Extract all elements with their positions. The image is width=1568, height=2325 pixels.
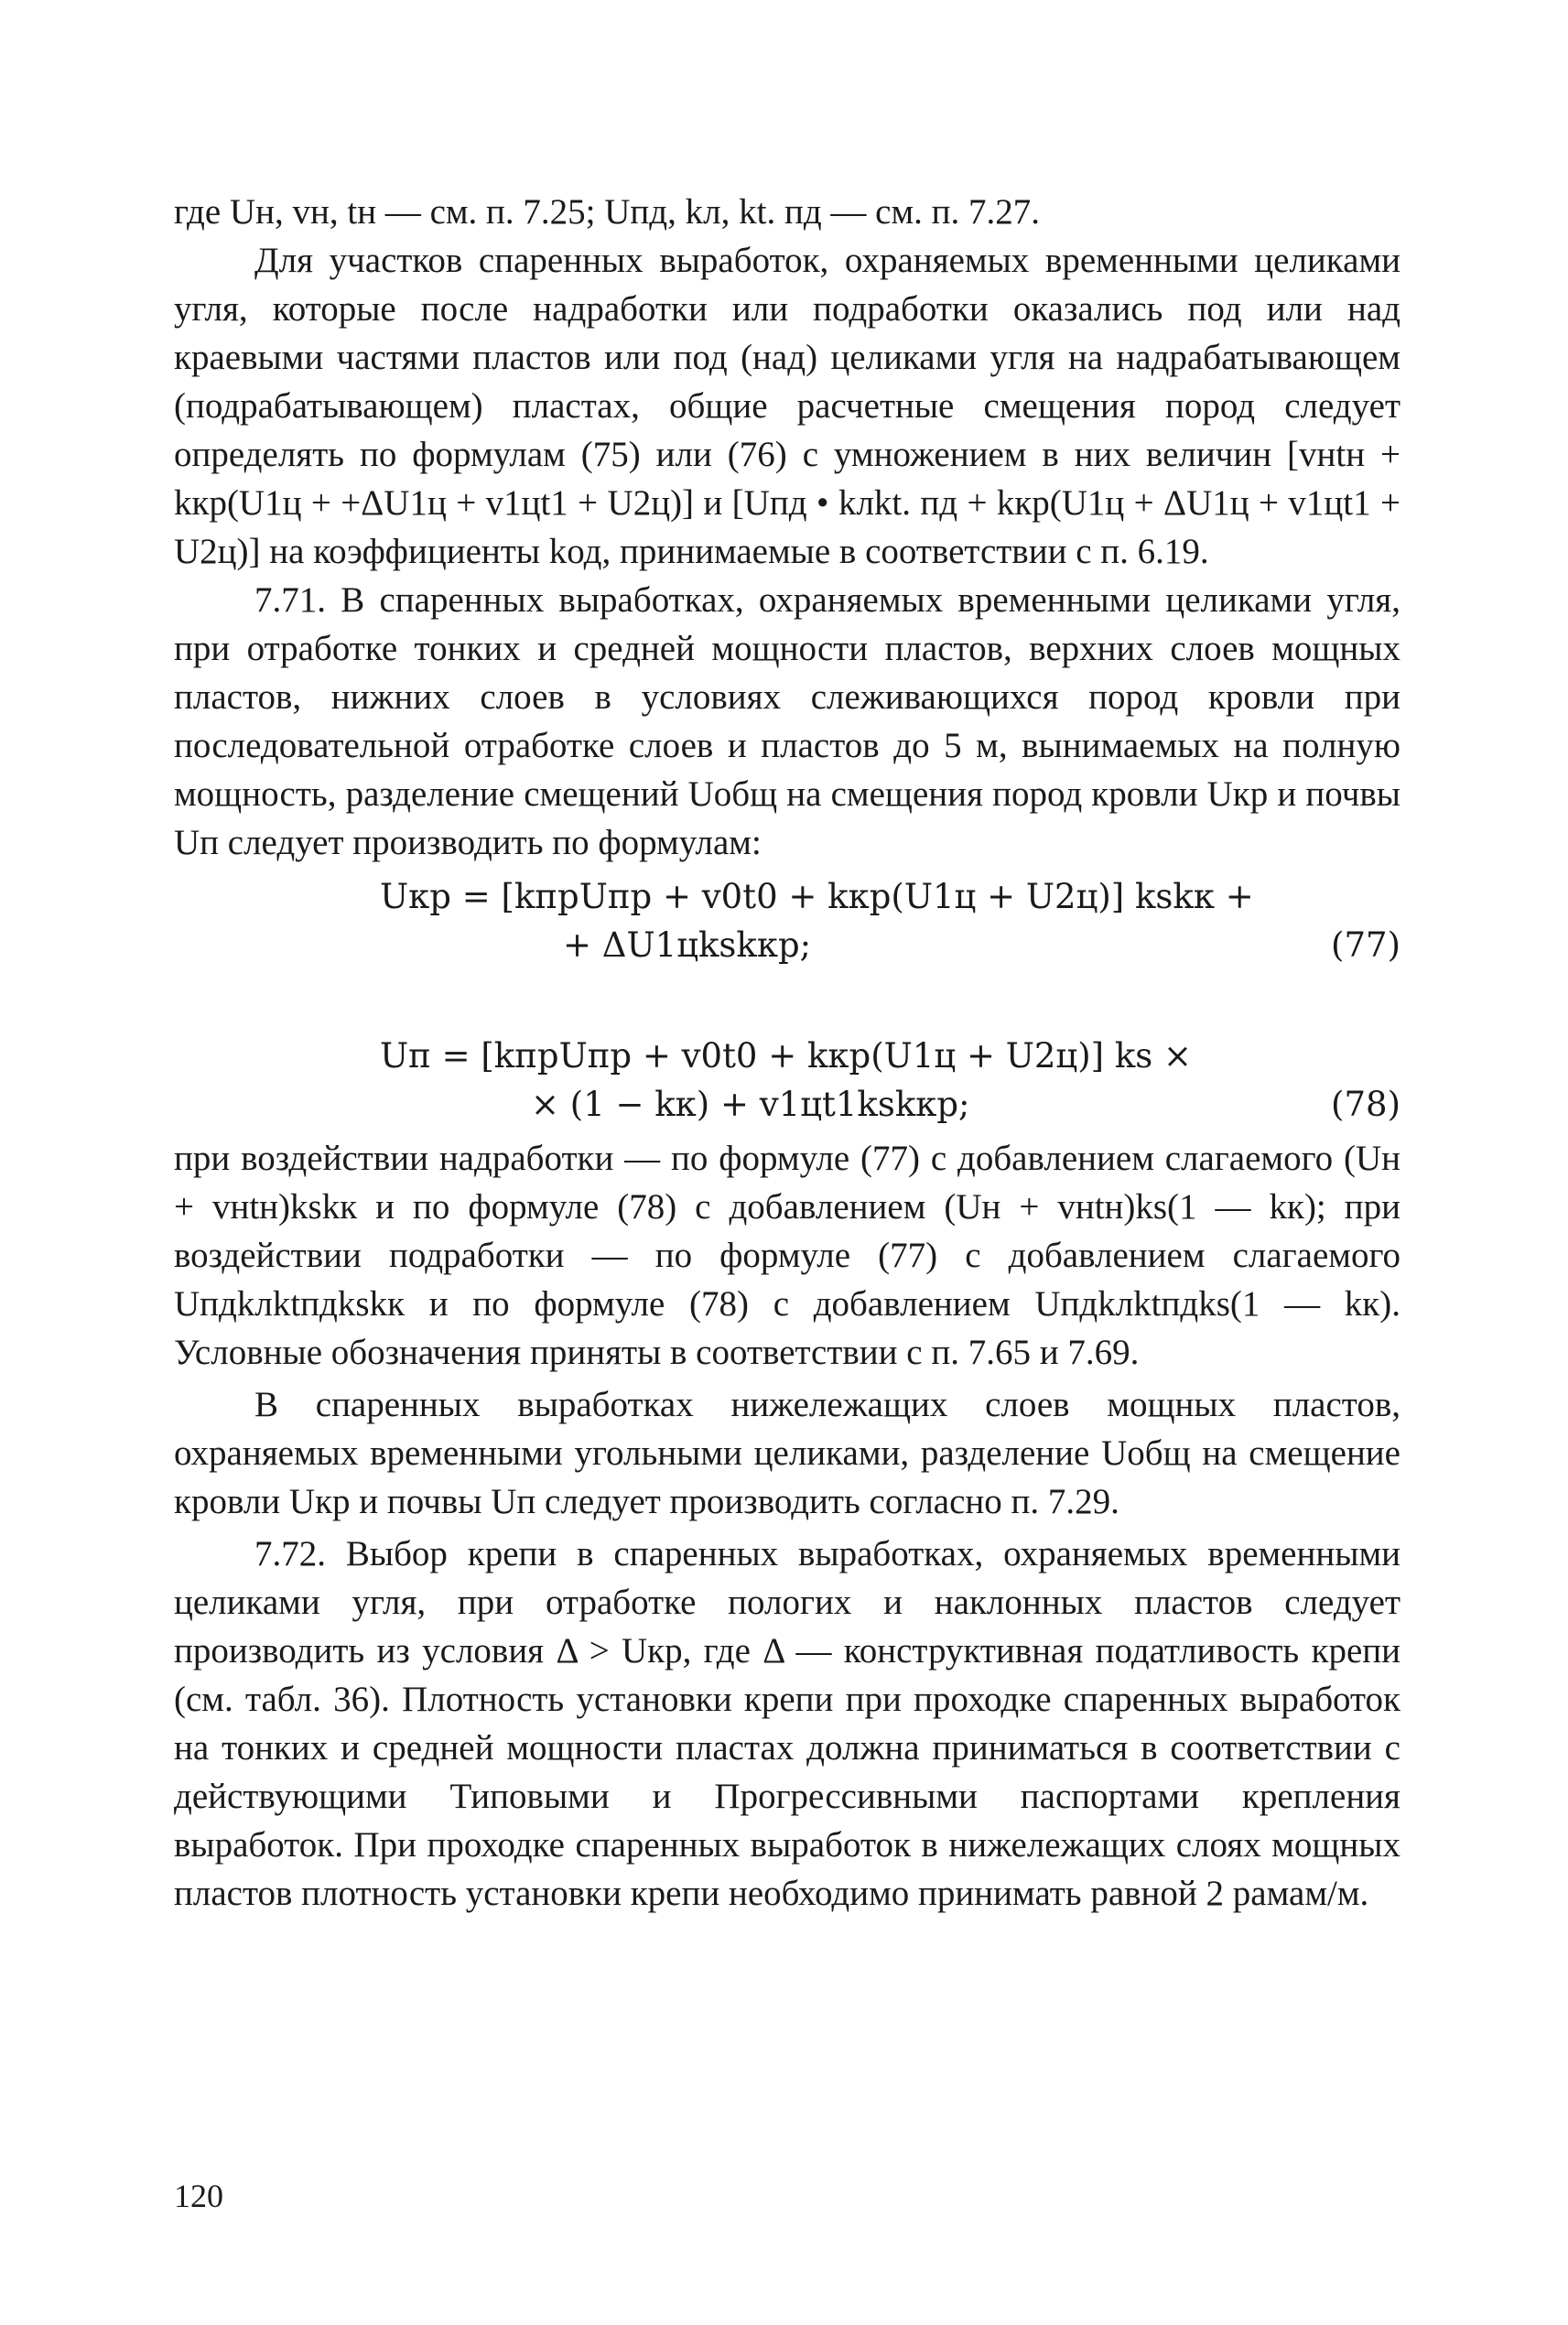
page-number: 120 (174, 2178, 223, 2214)
where-line: где Uн, vн, tн — см. п. 7.25; Uпд, kл, kt. пд — см. п. 7.27. (174, 192, 1041, 232)
formula-78-expression-2: × (1 − kк) + v1цt1kskкр; (531, 1085, 970, 1124)
formula-77-line1 (174, 872, 1400, 921)
paragraph-lower-layers: В спаренных выработках нижележащих слоев мощных пластов, охраняемых временными угольными целиками, разделение Uобщ на смещение кровли Uкр и почвы Uп следует производить согласно п. 7.29. (174, 1385, 1400, 1521)
formula-78-number: (78) (1331, 1085, 1400, 1124)
section-7-71: 7.71. В спаренных выработках, охраняемых временными целиками угля, при отработке тонких и средней мощности пластов, верхних слоев мощных пластов, нижних слоев в условиях слеживающихся пород кровли при последовательной отработке слоев и пластов до 5 м, вынимаемых на полную мощность, разделение смещений Uобщ на смещения пород кровли Uкр и почвы Uп следует производить по формулам: (174, 580, 1400, 862)
text-column (174, 188, 1400, 1918)
section-7-72: 7.72. Выбор крепи в спаренных выработках, охраняемых временными целиками угля, при отработке пологих и наклонных пластов следует производить из условия Δ > Uкр, где Δ — конструктивная податливость крепи (см. табл. 36). Плотность установки крепи при проходке спаренных выработок на тонких и средней мощности пластах должна приниматься в соответствии с действующими Типовыми и Прогрессивными паспортами крепления выработок. При проходке спаренных выработок в нижележащих слоях мощных пластов плотность установки крепи необходимо принимать равной 2 рамам/м. (174, 1534, 1400, 1913)
formula-77-expression-1: Uкр = [kпрUпр + v0t0 + kкр(U1ц + U2ц)] kskк + (380, 877, 1254, 916)
formula-78-expression-1: Uп = [kпрUпр + v0t0 + kкр(U1ц + U2ц)] ks × (380, 1036, 1193, 1076)
formula-78-line1 (174, 1032, 1400, 1080)
formula-77-expression-2: + ΔU1цkskкр; (563, 925, 812, 965)
formula-78-line2 (174, 1080, 1400, 1129)
formula-77-number: (77) (1331, 925, 1400, 965)
paragraph-paired-workings: Для участков спаренных выработок, охраняемых временными целиками угля, которые после надработки или подработки оказались под или над краевыми частями пластов или под (над) целиками угля на надрабатывающем (подрабатывающем) пластах, общие расчетные смещения пород следует определять по формулам (75) или (76) с умножением в них величин [vнtн + kкр(U1ц + +ΔU1ц + v1цt1 + U2ц)] и [Uпд • kлkt. пд + kкр(U1ц + ΔU1ц + v1цt1 + U2ц)] на коэффициенты kод, принимаемые в соответствии с п. 6.19. (174, 241, 1400, 571)
paragraph-after-formulas: при воздействии надработки — по формуле (77) с добавлением слагаемого (Uн + vнtн)kskк и по формуле (78) с добавлением (Uн + vнtн)ks(1 — kк); при воздействии подработки — по формуле (77) с добавлением слагаемого Uпдkлktпдkskк и по формуле (78) с добавлением Uпдkлktпдks(1 — kк). Условные обозначения приняты в соответствии с п. 7.65 и 7.69. (174, 1139, 1400, 1372)
formula-77-line2 (174, 921, 1400, 969)
